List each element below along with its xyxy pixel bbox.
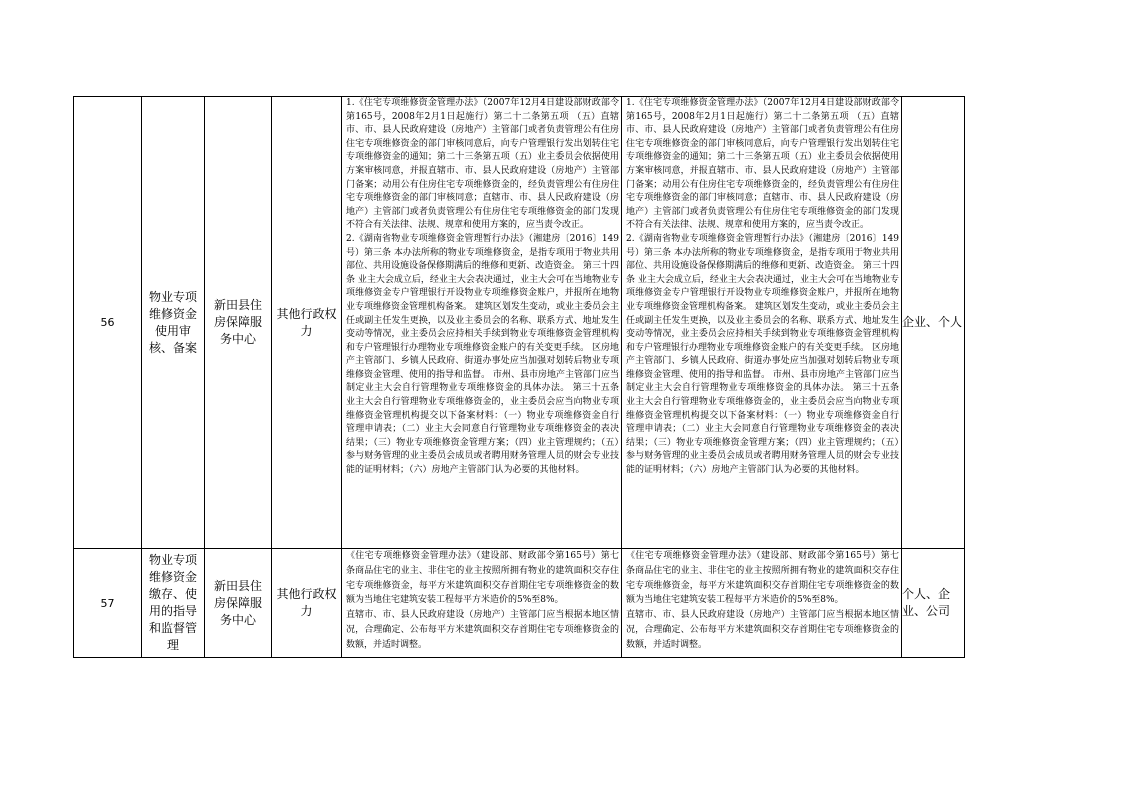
- applicable-object: 个人、企业、公司: [902, 549, 965, 658]
- legal-basis-paragraph: 直辖市、市、县人民政府建设（房地产）主管部门应当根据本地区情况，合理确定、公布每平方米建筑面积交存首期住宅专项维修资金的数额，并适时调整。: [346, 610, 619, 650]
- legal-basis-paragraph: 2.《湖南省物业专项维修资金管理暂行办法》（湘建房〔2016〕149号）第三条 本办法所称的物业专项维修资金，是指专项用于物业共用部位、共用设施设备保修期满后的维修和更新、改造资金。 第三十四条 业主大会成立后，经业主大会表决通过，业主大会可在当地物业专项维修资金专户管理银行开设物业专项维修资金账户，并报所在地物业专项维修资金管理机构备案。 建筑区划发生变动，或业主委员会主任或副主任发生更换，以及业主委员会的名称、联系方式、地址发生变动等情况，业主委员会应持相关手续到物业专项维修资金管理机构和专户管理银行办理物业专项维修资金账户的有关变更手续。 区房地产主管部门、乡镇人民政府、街道办事处应当加强对划转后物业专项维修资金管理、使用的指导和监督。 市州、县市房地产主管部门应当制定业主大会自行管理物业专项维修资金的具体办法。 第三十五条 业主大会自行管理物业专项维修资金的，业主委员会应当向物业专项维修资金管理机构提交以下备案材料：（一）物业专项维修资金自行管理申请表；（二）业主大会同意自行管理物业专项维修资金的表决结果；（三）物业专项维修资金管理方案；（四）业主管理规约；（五）参与财务管理的业主委员会成员或者聘用财务管理人员的财会专业技能的证明材料；（六）房地产主管部门认为必要的其他材料。: [346, 233, 622, 476]
- item-name: 物业专项维修资金缴存、使用的指导和监督管理: [148, 553, 197, 652]
- legal-basis: [342, 97, 621, 548]
- legal-basis-paragraph: 《住宅专项维修资金管理办法》（建设部、财政部令第165号）第七条商品住宅的业主、非住宅的业主按照所拥有物业的建筑面积交存住宅专项维修资金，每平方米建筑面积交存首期住宅专项维修资金的数额为当地住宅建筑安装工程每平方米造价的5%至8%。: [346, 551, 619, 606]
- legal-basis-paragraph: 1.《住宅专项维修资金管理办法》（2007年12月4日建设部财政部令第165号，2008年2月1日起施行）第二十二条第五项 （五）直辖市、市、县人民政府建设（房地产）主管部门或者负责管理公有住房住宅专项维修资金的部门审核同意后，向专户管理银行发出划转住宅专项维修资金的通知；第二十三条第五项（五）业主委员会依据使用方案审核同意，并报直辖市、市、县人民政府建设（房地产）主管部门备案；动用公有住房住宅专项维修资金的，经负责管理公有住房住宅专项维修资金的部门审核同意；直辖市、市、县人民政府建设（房地产）主管部门或者负责管理公有住房住宅专项维修资金的部门发现不符合有关法律、法规、规章和使用方案的，应当责令改正。: [346, 98, 619, 231]
- department: 新田县住房保障服务中心: [213, 578, 262, 627]
- legal-basis-paragraph: 1.《住宅专项维修资金管理办法》（2007年12月4日建设部财政部令第165号，2008年2月1日起施行）第二十二条第五项 （五）直辖市、市、县人民政府建设（房地产）主管部门或者负责管理公有住房住宅专项维修资金的部门审核同意后，向专户管理银行发出划转住宅专项维修资金的通知；第二十三条第五项（五）业主委员会依据使用方案审核同意，并报直辖市、市、县人民政府建设（房地产）主管部门备案；动用公有住房住宅专项维修资金的，经负责管理公有住房住宅专项维修资金的部门审核同意；直辖市、市、县人民政府建设（房地产）主管部门或者负责管理公有住房住宅专项维修资金的部门发现不符合有关法律、法规、规章和使用方案的，应当责令改正。: [626, 98, 899, 231]
- applicable-object: 企业、个人: [902, 97, 965, 549]
- row-number: 57: [74, 549, 142, 658]
- power-type: 其他行政权力: [276, 306, 337, 338]
- department: 新田县住房保障服务中心: [213, 298, 262, 346]
- table-row: [74, 549, 965, 658]
- item-name: 物业专项维修资金使用审核、备案: [148, 289, 197, 355]
- legal-basis: [342, 549, 621, 657]
- legal-basis-paragraph: 2.《湖南省物业专项维修资金管理暂行办法》（湘建房〔2016〕149号）第三条 本办法所称的物业专项维修资金，是指专项用于物业共用部位、共用设施设备保修期满后的维修和更新、改造资金。 第三十四条 业主大会成立后，经业主大会表决通过，业主大会可在当地物业专项维修资金专户管理银行开设物业专项维修资金账户，并报所在地物业专项维修资金管理机构备案。 建筑区划发生变动，或业主委员会主任或副主任发生更换，以及业主委员会的名称、联系方式、地址发生变动等情况，业主委员会应持相关手续到物业专项维修资金管理机构和专户管理银行办理物业专项维修资金账户的有关变更手续。 区房地产主管部门、乡镇人民政府、街道办事处应当加强对划转后物业专项维修资金管理、使用的指导和监督。 市州、县市房地产主管部门应当制定业主大会自行管理物业专项维修资金的具体办法。 第三十五条 业主大会自行管理物业专项维修资金的，业主委员会应当向物业专项维修资金管理机构提交以下备案材料：（一）物业专项维修资金自行管理申请表；（二）业主大会同意自行管理物业专项维修资金的表决结果；（三）物业专项维修资金管理方案；（四）业主管理规约；（五）参与财务管理的业主委员会成员或者聘用财务管理人员的财会专业技能的证明材料；（六）房地产主管部门认为必要的其他材料。: [626, 233, 902, 476]
- power-list-table: [73, 96, 965, 658]
- legal-basis-paragraph: 《住宅专项维修资金管理办法》（建设部、财政部令第165号）第七条商品住宅的业主、非住宅的业主按照所拥有物业的建筑面积交存住宅专项维修资金，每平方米建筑面积交存首期住宅专项维修资金的数额为当地住宅建筑安装工程每平方米造价的5%至8%。: [626, 551, 899, 606]
- power-type: 其他行政权力: [276, 587, 337, 618]
- row-number: 56: [74, 97, 142, 549]
- legal-basis-paragraph: 直辖市、市、县人民政府建设（房地产）主管部门应当根据本地区情况，合理确定、公布每平方米建筑面积交存首期住宅专项维修资金的数额，并适时调整。: [626, 610, 899, 650]
- legal-basis-duplicate: [622, 549, 901, 657]
- legal-basis-duplicate: [622, 97, 901, 548]
- table-row: [74, 97, 965, 549]
